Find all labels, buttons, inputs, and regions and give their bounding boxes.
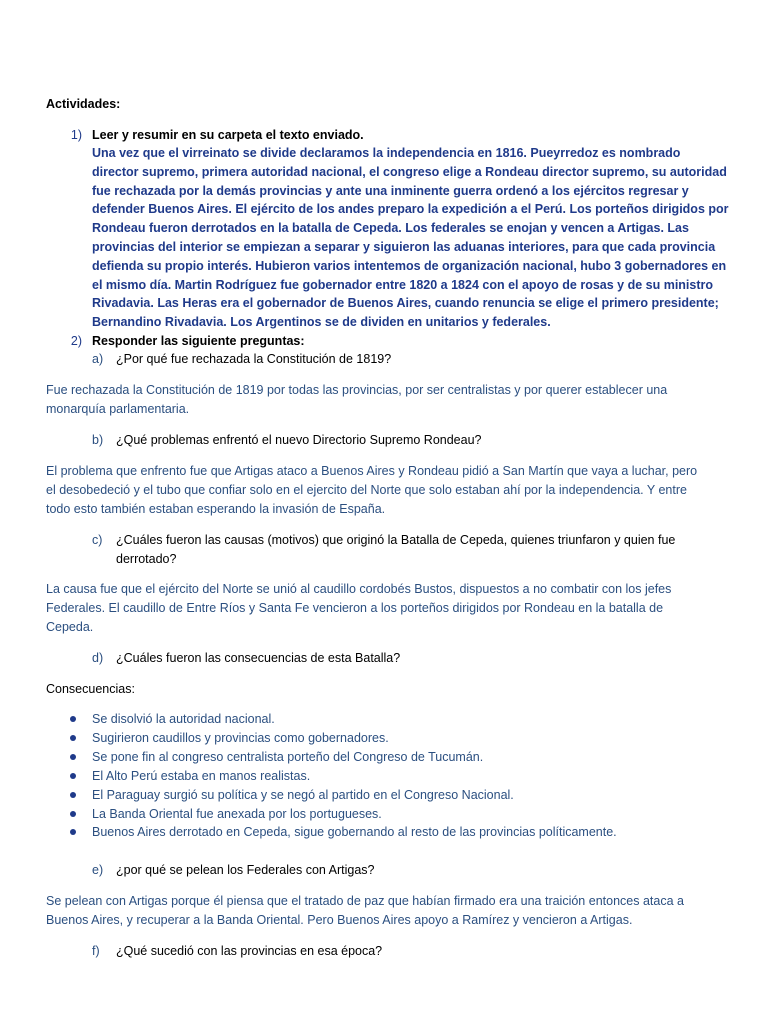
list-item: Se pone fin al congreso centralista porteño del Congreso de Tucumán. <box>70 748 617 767</box>
question-d-letter: d) <box>92 651 104 665</box>
answer-line: todo esto también estaban esperando la invasión de España. <box>46 502 386 516</box>
answer-line: Buenos Aires, y recuperar a la Banda Oriental. Pero Buenos Aires apoyo a Ramírez y vencieron a Artigas. <box>46 913 633 927</box>
question-c-letter: c) <box>92 533 103 547</box>
bullet-icon <box>70 735 76 741</box>
summary-line: provincias del interior se empiezan a separar y siguieron las aduanas interiores, para que cada provincia <box>92 239 716 254</box>
list-item: Sugirieron caudillos y provincias como gobernadores. <box>70 729 617 748</box>
item-2-number: 2) <box>70 334 82 348</box>
list-item: El Paraguay surgió su política y se negó al partido en el Congreso Nacional. <box>70 786 617 805</box>
summary-line: el mismo día. Martin Rodríguez fue gobernador entre 1820 a 1824 con el apoyo de rosas y de su ministro <box>92 277 714 292</box>
question-line: ¿Cuáles fueron las causas (motivos) que originó la Batalla de Cepeda, quienes triunfaron y quien fue <box>116 533 676 547</box>
item-1-heading: Leer y resumir en su carpeta el texto enviado. <box>92 128 364 142</box>
question-f-text: ¿Qué sucedió con las provincias en esa época? <box>116 944 383 958</box>
list-item: Se disolvió la autoridad nacional. <box>70 710 617 729</box>
bullet-icon <box>70 716 76 722</box>
list-item: Buenos Aires derrotado en Cepeda, sigue gobernando al resto de las provincias políticamente. <box>70 823 617 842</box>
answer-line: Fue rechazada la Constitución de 1819 por todas las provincias, por ser centralistas y por querer establecer una <box>46 383 668 397</box>
summary-line: fue rechazada por la demás provincias y ante una inminente guerra ordenó a los ejércitos regresar y <box>92 183 689 198</box>
answer-line: El problema que enfrento fue que Artigas ataco a Buenos Aires y Rondeau pidió a San Martín que vaya a luchar, pero <box>46 464 698 478</box>
summary-line: Rivadavia. Las Heras era el gobernador de Buenos Aires, cuando renuncia se elige el primero presidente; <box>92 296 719 311</box>
answer-line: La causa fue que el ejército del Norte se unió al caudillo cordobés Bustos, dispuestos a no combatir con los jefes <box>46 582 672 596</box>
summary-line: director supremo, primera autoridad nacional, el congreso elige a Rondeau director supremo, su autoridad <box>92 164 727 179</box>
question-b-text: ¿Qué problemas enfrentó el nuevo Directorio Supremo Rondeau? <box>116 433 482 447</box>
item-1-summary <box>92 144 732 332</box>
question-d-text: ¿Cuáles fueron las consecuencias de esta Batalla? <box>116 651 401 665</box>
summary-line: defienda su propio interés. Hubieron varios intentemos de organización nacional, hubo 3 gobernadores en <box>92 258 727 273</box>
answer-line: Se pelean con Artigas porque él piensa que el tratado de paz que habían firmado era una traición entonces ataca a <box>46 894 684 908</box>
summary-line: Rondeau fueron derrotados en la batalla de Cepeda. Los federales se enojan y vencen a Artigas. Las <box>92 221 689 236</box>
summary-line: defender Buenos Aires. El ejército de los andes preparo la expedición a el Perú. Los porteños dirigidos por <box>92 202 729 217</box>
page-title: Actividades: <box>46 97 121 111</box>
consequences-list <box>70 710 617 842</box>
answer-e <box>46 892 736 930</box>
list-item: La Banda Oriental fue anexada por los portugueses. <box>70 805 617 824</box>
bullet-icon <box>70 754 76 760</box>
question-f-letter: f) <box>92 944 100 958</box>
item-2-heading: Responder las siguiente preguntas: <box>92 334 305 348</box>
answer-line: Federales. El caudillo de Entre Ríos y Santa Fe vencieron a los porteños dirigidos por Rondeau en la batalla de <box>46 601 664 615</box>
item-1-number: 1) <box>70 128 82 142</box>
consequences-label: Consecuencias: <box>46 682 135 696</box>
question-a-text: ¿Por qué fue rechazada la Constitución de 1819? <box>116 352 392 366</box>
answer-c <box>46 580 736 637</box>
answer-a <box>46 381 736 419</box>
answer-b <box>46 462 736 519</box>
question-b-letter: b) <box>92 433 104 447</box>
question-line: derrotado? <box>116 552 177 566</box>
question-c-text <box>116 531 716 569</box>
list-item: El Alto Perú estaba en manos realistas. <box>70 767 617 786</box>
bullet-icon <box>70 829 76 835</box>
answer-line: monarquía parlamentaria. <box>46 402 190 416</box>
question-e-letter: e) <box>92 863 104 877</box>
question-e-text: ¿por qué se pelean los Federales con Artigas? <box>116 863 375 877</box>
bullet-icon <box>70 811 76 817</box>
summary-line: Bernandino Rivadavia. Los Argentinos se de dividen en unitarios y federales. <box>92 315 551 330</box>
bullet-icon <box>70 792 76 798</box>
answer-line: Cepeda. <box>46 620 94 634</box>
question-a-letter: a) <box>92 352 104 366</box>
bullet-icon <box>70 773 76 779</box>
answer-line: el desobedeció y el tubo que confiar solo en el ejercito del Norte que solo estaban ahí por la independencia. Y entre <box>46 483 687 497</box>
summary-line: Una vez que el virreinato se divide declaramos la independencia en 1816. Pueyrredoz es nombrado <box>92 146 681 160</box>
